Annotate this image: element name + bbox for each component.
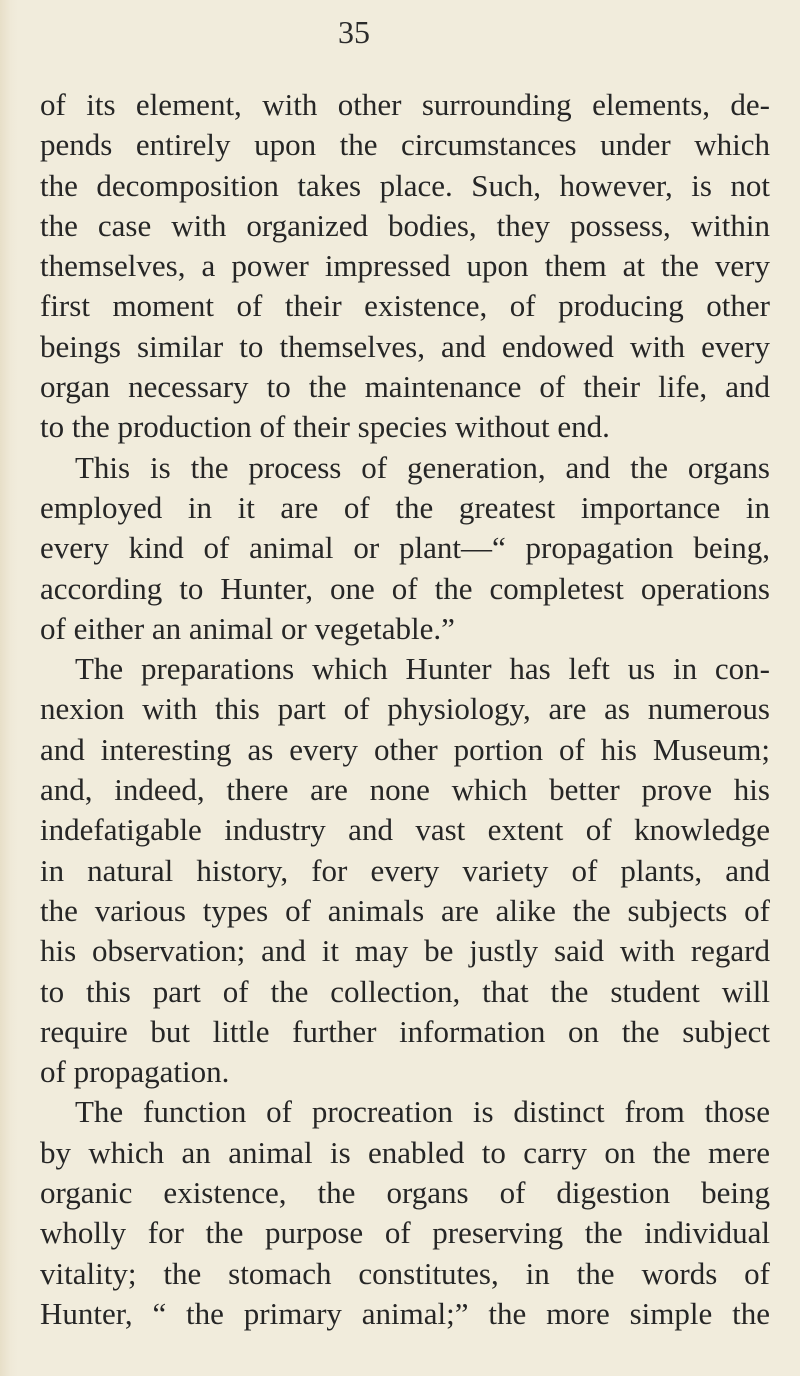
paragraph-1	[40, 85, 770, 448]
text-line: the various types of animals are alike the subjects of	[40, 892, 770, 928]
text-line: nexion with this part of physiology, are as numerous	[40, 691, 770, 727]
text-line: indefatigable industry and vast extent of knowledge	[40, 812, 770, 848]
text-line: by which an animal is enabled to carry on the mere	[40, 1134, 770, 1170]
text-line: themselves, a power impressed upon them at the very	[40, 248, 770, 284]
text-line: in natural history, for every variety of plants, and	[40, 852, 770, 888]
text-line: employed in it are of the greatest importance in	[40, 489, 770, 525]
text-line: of either an animal or vegetable.”	[40, 610, 455, 646]
page-gutter-shadow	[0, 0, 18, 1376]
text-line: and, indeed, there are none which better prove his	[40, 772, 770, 808]
text-line: his observation; and it may be justly said with regard	[40, 933, 770, 969]
text-line: Hunter, “ the primary animal;” the more simple the	[40, 1295, 770, 1331]
text-line: vitality; the stomach constitutes, in the words of	[40, 1255, 770, 1291]
text-line: wholly for the purpose of preserving the individual	[40, 1215, 770, 1251]
text-line: The preparations which Hunter has left us in con-	[75, 651, 770, 687]
paragraph-2	[40, 448, 770, 649]
text-line: beings similar to themselves, and endowed with every	[40, 328, 770, 364]
text-line: to the production of their species without end.	[40, 409, 610, 445]
text-line: of propagation.	[40, 1054, 230, 1090]
text-line: every kind of animal or plant—“ propagation being,	[40, 530, 770, 566]
text-line: the case with organized bodies, they possess, within	[40, 207, 770, 243]
text-line: pends entirely upon the circumstances under which	[40, 127, 770, 163]
text-line: and interesting as every other portion of his Museum;	[40, 731, 770, 767]
body-text	[40, 85, 770, 1334]
text-line: organ necessary to the maintenance of their life, and	[40, 369, 770, 405]
text-line: require but little further information on the subject	[40, 1013, 770, 1049]
text-line: to this part of the collection, that the student will	[40, 973, 770, 1009]
paragraph-4	[40, 1092, 770, 1334]
text-line: of its element, with other surrounding elements, de-	[40, 87, 770, 122]
text-line: The function of procreation is distinct from those	[75, 1094, 770, 1130]
text-line: according to Hunter, one of the completest operations	[40, 570, 770, 606]
page-number: 35	[338, 14, 370, 50]
text-line: organic existence, the organs of digestion being	[40, 1175, 770, 1211]
paragraph-3	[40, 649, 770, 1092]
text-line: first moment of their existence, of producing other	[40, 288, 770, 324]
text-line: This is the process of generation, and the organs	[75, 449, 770, 485]
text-line: the decomposition takes place. Such, however, is not	[40, 167, 770, 203]
